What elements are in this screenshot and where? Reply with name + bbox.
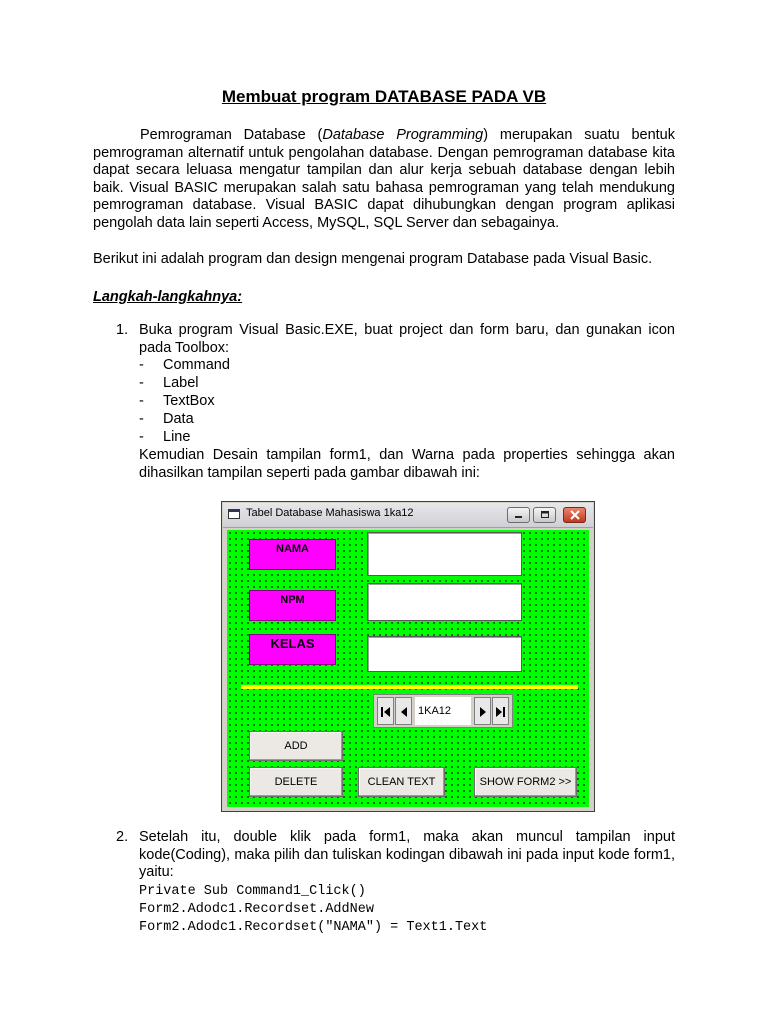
minimize-button[interactable] [507, 507, 530, 523]
label-kelas: KELAS [249, 634, 336, 665]
vb-form-window [221, 501, 595, 812]
separator-line [241, 685, 578, 689]
minimize-icon [513, 510, 525, 520]
label-nama: NAMA [249, 539, 336, 570]
form-icon [228, 509, 240, 519]
delete-button[interactable]: DELETE [249, 767, 343, 797]
list-item: - Line [139, 428, 191, 445]
window-titlebar [223, 503, 593, 528]
code-line: Form2.Adodc1.Recordset("NAMA") = Text1.Text [139, 920, 488, 935]
textbox-nama[interactable] [367, 532, 522, 576]
page-title: Membuat program DATABASE PADA VB [221, 87, 547, 106]
next-record-button[interactable] [474, 697, 491, 725]
close-button[interactable] [563, 507, 586, 523]
list-item: - Label [139, 374, 199, 391]
intro-pre: Pemrograman Database ( [140, 127, 323, 143]
steps-heading: Langkah-langkahnya: [93, 289, 243, 305]
add-button[interactable]: ADD [249, 731, 343, 761]
close-icon [569, 510, 581, 520]
step1-text: Buka program Visual Basic.EXE, buat project dan form baru, dan gunakan icon pada Toolbox: [139, 322, 675, 356]
code-block [139, 883, 487, 937]
adodc-caption: 1KA12 [415, 697, 471, 725]
first-record-icon [381, 707, 391, 717]
adodc-data-control [373, 694, 513, 728]
step1-number: 1. [116, 322, 129, 338]
list-item: - Command [139, 357, 230, 373]
last-record-icon [496, 707, 506, 717]
step2-number: 2. [116, 829, 129, 845]
next-record-icon [478, 707, 488, 717]
window-title: Tabel Database Mahasiswa 1ka12 [246, 507, 414, 519]
previous-record-button[interactable] [395, 697, 412, 725]
label-npm: NPM [249, 590, 336, 621]
step1-after-text: Kemudian Desain tampilan form1, dan Warna pada properties sehingga akan dihasilkan tampilan seperti pada gambar dibawah ini: [139, 447, 675, 481]
maximize-icon [539, 510, 551, 520]
toolbox-list [139, 357, 230, 446]
textbox-npm[interactable] [367, 583, 522, 621]
paragraph-2: Berikut ini adalah program dan design mengenai program Database pada Visual Basic. [93, 251, 653, 267]
show-form2-button[interactable]: SHOW FORM2 >> [474, 767, 577, 797]
textbox-kelas[interactable] [367, 636, 522, 672]
list-item: - Data [139, 410, 194, 427]
form-client-area [227, 530, 589, 807]
code-line: Private Sub Command1_Click() [139, 884, 366, 899]
code-line: Form2.Adodc1.Recordset.AddNew [139, 902, 374, 917]
last-record-button[interactable] [492, 697, 509, 725]
list-item: - TextBox [139, 392, 215, 409]
maximize-button[interactable] [533, 507, 556, 523]
first-record-button[interactable] [377, 697, 394, 725]
clean-text-button[interactable]: CLEAN TEXT [358, 767, 445, 797]
intro-post: ) merupakan suatu bentuk pemrograman alternatif untuk pengolahan database. Dengan pemrograman database kita dapat secara leluasa mengatur tampilan dan alur kerja sebuah database dengan lebih baik. Visual BASIC merupakan salah satu bahasa pemrograman yang telah mendukung pemrograman database. Visual BASIC dapat dihubungkan dengan program aplikasi pengolah data lain seperti Access, MySQL, SQL Server dan sebagainya. [93, 127, 675, 231]
intro-paragraph [93, 127, 675, 233]
previous-record-icon [399, 707, 409, 717]
intro-italic: Database Programming [322, 127, 484, 143]
step2-text: Setelah itu, double klik pada form1, maka akan muncul tampilan input kode(Coding), maka pilih dan tuliskan kodingan dibawah ini pada input kode form1, yaitu: [139, 829, 675, 881]
